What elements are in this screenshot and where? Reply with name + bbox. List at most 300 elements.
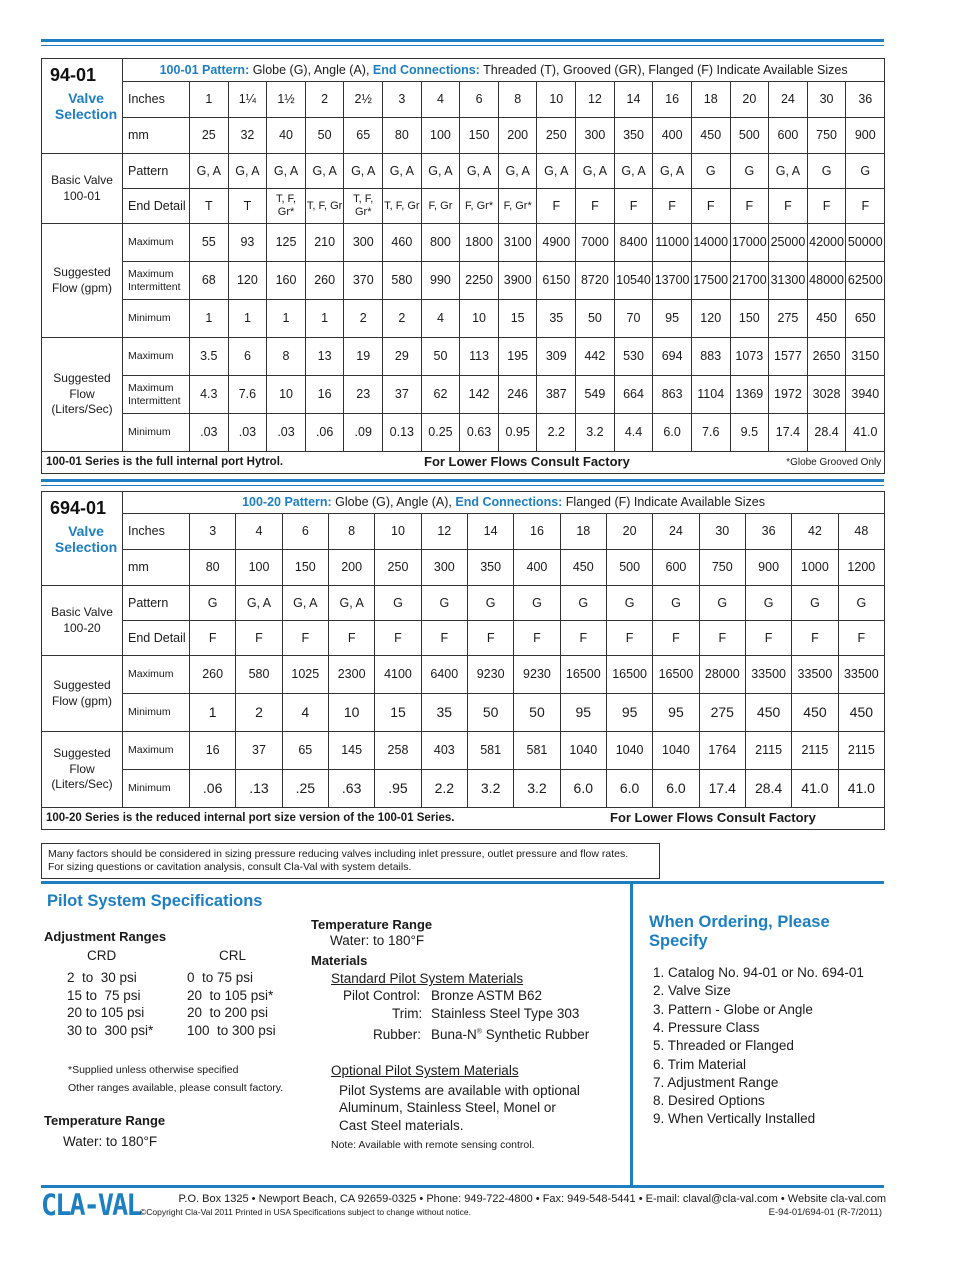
table-cell: 8: [328, 514, 374, 550]
range-item: 20 to 200 psi: [187, 1005, 269, 1020]
table-cell: 403: [421, 732, 467, 770]
table-cell: 200: [328, 550, 374, 586]
table-cell: 7.6: [228, 376, 267, 414]
table-cell: F: [792, 621, 838, 656]
table-cell: 2115: [792, 732, 838, 770]
table-cell: F: [846, 189, 885, 224]
table-cell: 450: [691, 118, 730, 154]
table-cell: 9230: [467, 656, 513, 694]
cla-val-logo: CLA-VAL: [41, 1188, 141, 1222]
table-cell: .03: [228, 414, 267, 452]
table-cell: 14: [614, 82, 653, 118]
pilot-title: Pilot System Specifications: [47, 892, 263, 910]
table-cell: 15: [375, 694, 421, 732]
table-cell: 16: [305, 376, 344, 414]
table-cell: 48: [838, 514, 884, 550]
table-cell: 350: [614, 118, 653, 154]
table-cell: 33500: [745, 656, 791, 694]
table-cell: G: [807, 154, 846, 189]
table-cell: 4: [421, 82, 460, 118]
end-connections-key: End Connections:: [455, 495, 563, 510]
ordering-item: 3. Pattern - Globe or Angle: [653, 1001, 813, 1017]
table-cell: 95: [606, 694, 652, 732]
table-cell: 246: [498, 376, 537, 414]
table-cell: 694: [653, 338, 692, 376]
table-cell: 9.5: [730, 414, 769, 452]
top-rule-thin: [41, 45, 884, 46]
table-cell: F: [576, 189, 615, 224]
table-cell: 370: [344, 262, 383, 300]
table-cell: 20: [730, 82, 769, 118]
table-cell: 28.4: [807, 414, 846, 452]
table-cell: 990: [421, 262, 460, 300]
table-cell: 25: [190, 118, 229, 154]
table-cell: G, A: [282, 586, 328, 621]
table-cell: .03: [190, 414, 229, 452]
table-row: [42, 694, 885, 732]
table-cell: 41.0: [846, 414, 885, 452]
table-cell: 55: [190, 224, 229, 262]
table-cell: 450: [807, 300, 846, 338]
table-cell: 3: [383, 82, 422, 118]
table-row: [42, 550, 885, 586]
row-label: Minimum: [123, 414, 190, 452]
table-cell: 450: [745, 694, 791, 732]
table-cell: 42: [792, 514, 838, 550]
table-cell: 1½: [267, 82, 306, 118]
table-cell: 20: [606, 514, 652, 550]
table-cell: 15: [498, 300, 537, 338]
table-94-01: [41, 58, 885, 474]
table-row: [42, 118, 885, 154]
series-note: 100-01 Series is the full internal port Hytrol.: [46, 456, 284, 468]
valve-selection-label: Valve Selection: [54, 89, 118, 123]
table-footer: [42, 808, 885, 830]
table-cell: 50000: [846, 224, 885, 262]
table-cell: F: [699, 621, 745, 656]
table-cell: 210: [305, 224, 344, 262]
table-cell: 2.2: [537, 414, 576, 452]
table-cell: 150: [730, 300, 769, 338]
pattern-note-row: [42, 492, 885, 514]
table-cell: 1972: [769, 376, 808, 414]
table-cell: T, F, Gr*: [267, 189, 306, 224]
table-cell: 4.3: [190, 376, 229, 414]
table-cell: 580: [236, 656, 282, 694]
table-cell: 17000: [730, 224, 769, 262]
table-cell: T, F, Gr*: [344, 189, 383, 224]
table-cell: 19: [344, 338, 383, 376]
table-cell: 1: [190, 694, 236, 732]
crd-header: CRD: [87, 948, 117, 963]
sizing-note: [41, 843, 660, 879]
table-cell: G: [691, 154, 730, 189]
table-cell: G, A: [305, 154, 344, 189]
table-cell: 100: [236, 550, 282, 586]
table-cell: 250: [537, 118, 576, 154]
table-cell: 30: [807, 82, 846, 118]
table-cell: F: [653, 189, 692, 224]
table-cell: 3.2: [514, 770, 560, 808]
table-cell: 62: [421, 376, 460, 414]
materials-title: Materials: [311, 953, 368, 968]
table-cell: 1: [190, 82, 229, 118]
table-cell: 600: [653, 550, 699, 586]
table-cell: 1: [228, 300, 267, 338]
table-cell: 2½: [344, 82, 383, 118]
table-cell: 0.63: [460, 414, 499, 452]
table-cell: 37: [236, 732, 282, 770]
table-cell: 48000: [807, 262, 846, 300]
table-cell: 3150: [846, 338, 885, 376]
table-cell: 7000: [576, 224, 615, 262]
table-cell: 18: [691, 82, 730, 118]
table-cell: 42000: [807, 224, 846, 262]
footer-copyright: ©Copyright Cla-Val 2011 Printed in USA Specifications subject to change without notice.: [140, 1207, 472, 1217]
table-cell: 32: [228, 118, 267, 154]
table-cell: 10: [328, 694, 374, 732]
table-cell: 36: [846, 82, 885, 118]
registered-mark: ®: [476, 1028, 482, 1036]
table-cell: 6400: [421, 656, 467, 694]
table-cell: 1¼: [228, 82, 267, 118]
row-label: Maximum: [123, 224, 190, 262]
pattern-note-row: [42, 59, 885, 82]
table-cell: 8400: [614, 224, 653, 262]
table-cell: 24: [769, 82, 808, 118]
table-cell: 4: [282, 694, 328, 732]
table-cell: 450: [560, 550, 606, 586]
range-item: 2 to 30 psi: [67, 970, 137, 985]
table-cell: 2: [344, 300, 383, 338]
table-cell: 125: [267, 224, 306, 262]
table-cell: G: [745, 586, 791, 621]
pilot-rule: [41, 881, 884, 884]
table-cell: 120: [228, 262, 267, 300]
table-row: [42, 154, 885, 189]
table-cell: 900: [846, 118, 885, 154]
row-label: Inches: [123, 82, 190, 118]
table-cell: 3: [190, 514, 236, 550]
table-cell: 0.13: [383, 414, 422, 452]
table-cell: 260: [305, 262, 344, 300]
table-cell: 100: [421, 118, 460, 154]
table-cell: 95: [560, 694, 606, 732]
model-cell: [42, 492, 123, 586]
table-cell: 3.2: [576, 414, 615, 452]
table-cell: 1104: [691, 376, 730, 414]
table-cell: 442: [576, 338, 615, 376]
table-row: [42, 586, 885, 621]
row-label: Pattern: [123, 154, 190, 189]
table-cell: 120: [691, 300, 730, 338]
table-cell: 16500: [653, 656, 699, 694]
table-cell: 12: [421, 514, 467, 550]
trim-value: Stainless Steel Type 303: [431, 1006, 580, 1021]
table-cell: .06: [305, 414, 344, 452]
table-cell: .03: [267, 414, 306, 452]
table-cell: 10: [375, 514, 421, 550]
row-label: Maximum: [123, 656, 190, 694]
table-cell: 30: [699, 514, 745, 550]
table-cell: 41.0: [838, 770, 884, 808]
table-cell: 2.2: [421, 770, 467, 808]
table-cell: 450: [838, 694, 884, 732]
row-group-label: Suggested Flow (gpm): [42, 656, 123, 732]
table-cell: 3940: [846, 376, 885, 414]
row-label: Maximum: [123, 338, 190, 376]
table-row: [42, 82, 885, 118]
mid-rule-thin: [41, 485, 884, 486]
row-label: Maximum Intermittent: [123, 376, 190, 414]
table-cell: 7.6: [691, 414, 730, 452]
table-cell: 95: [653, 300, 692, 338]
trim-label: Trim:: [392, 1006, 423, 1021]
table-cell: 50: [421, 338, 460, 376]
table-row: [42, 338, 885, 376]
other-ranges-note: Other ranges available, please consult factory.: [68, 1082, 284, 1094]
table-cell: 6: [460, 82, 499, 118]
table-cell: G, A: [267, 154, 306, 189]
table-cell: 250: [375, 550, 421, 586]
table-cell: 70: [614, 300, 653, 338]
ordering-item: 6. Trim Material: [653, 1056, 747, 1072]
optional-line3: Cast Steel materials.: [339, 1118, 464, 1133]
range-item: 100 to 300 psi: [187, 1022, 276, 1038]
table-cell: 3.5: [190, 338, 229, 376]
table-cell: F: [807, 189, 846, 224]
rubber-value-name: Buna-N: [431, 1027, 477, 1042]
table-cell: 16500: [606, 656, 652, 694]
table-cell: 142: [460, 376, 499, 414]
table-cell: 50: [467, 694, 513, 732]
range-item: 30 to 300 psi*: [67, 1022, 154, 1038]
table-cell: G: [467, 586, 513, 621]
table-cell: 10540: [614, 262, 653, 300]
table-cell: 6.0: [653, 770, 699, 808]
rubber-value: [431, 1027, 589, 1042]
table-cell: .63: [328, 770, 374, 808]
table-cell: 35: [537, 300, 576, 338]
table-cell: 50: [514, 694, 560, 732]
table-cell: 2: [305, 82, 344, 118]
supplied-note: *Supplied unless otherwise specified: [68, 1064, 239, 1076]
range-item: 0 to 75 psi: [187, 970, 254, 985]
table-cell: G: [846, 154, 885, 189]
ordering-item: 8. Desired Options: [653, 1093, 765, 1109]
table-cell: 2: [383, 300, 422, 338]
temperature-title-left: Temperature Range: [44, 1113, 166, 1128]
table-cell: 883: [691, 338, 730, 376]
table-cell: 37: [383, 376, 422, 414]
table-cell: F, Gr*: [460, 189, 499, 224]
row-label: mm: [123, 550, 190, 586]
ordering-title-line2: Specify: [649, 932, 708, 950]
table-cell: 863: [653, 376, 692, 414]
table-cell: F: [375, 621, 421, 656]
table-cell: 450: [792, 694, 838, 732]
row-group-label: Basic Valve 100-20: [42, 586, 123, 656]
table-row: [42, 770, 885, 808]
table-cell: 0.25: [421, 414, 460, 452]
table-cell: 4100: [375, 656, 421, 694]
pattern-note-text: Globe (G), Angle (A),: [249, 62, 373, 77]
table-cell: G, A: [614, 154, 653, 189]
table-cell: 36: [745, 514, 791, 550]
table-cell: 387: [537, 376, 576, 414]
table-cell: 400: [514, 550, 560, 586]
row-label: End Detail: [123, 189, 190, 224]
table-cell: F: [328, 621, 374, 656]
ordering-title-line1: When Ordering, Please: [649, 913, 830, 931]
table-cell: 1025: [282, 656, 328, 694]
table-cell: 10: [267, 376, 306, 414]
table-cell: 500: [606, 550, 652, 586]
table-cell: 3028: [807, 376, 846, 414]
table-row: [42, 621, 885, 656]
table-footer-row: [42, 452, 885, 474]
table-cell: F: [560, 621, 606, 656]
table-cell: 1040: [653, 732, 699, 770]
table-cell: G: [375, 586, 421, 621]
table-cell: 549: [576, 376, 615, 414]
table-cell: 0.95: [498, 414, 537, 452]
table-row: [42, 414, 885, 452]
adjustment-title: Adjustment Ranges: [44, 929, 167, 944]
row-label: Maximum: [123, 732, 190, 770]
table-cell: 350: [467, 550, 513, 586]
table-cell: 93: [228, 224, 267, 262]
ordering-item: 7. Adjustment Range: [653, 1074, 779, 1090]
table-cell: 3900: [498, 262, 537, 300]
temperature-value-right: Water: to 180°F: [330, 933, 425, 948]
table-cell: 1764: [699, 732, 745, 770]
valve-selection-label: Valve Selection: [54, 522, 118, 556]
table-cell: 12: [576, 82, 615, 118]
table-cell: 25000: [769, 224, 808, 262]
table-cell: 16500: [560, 656, 606, 694]
table-cell: F: [606, 621, 652, 656]
table-cell: 6.0: [606, 770, 652, 808]
table-cell: 4: [236, 514, 282, 550]
pattern-note-text: Globe (G), Angle (A),: [331, 495, 456, 510]
table-cell: 6: [228, 338, 267, 376]
table-cell: 23: [344, 376, 383, 414]
table-cell: G, A: [421, 154, 460, 189]
table-cell: 95: [653, 694, 699, 732]
table-cell: .06: [190, 770, 236, 808]
table-cell: 160: [267, 262, 306, 300]
table-cell: F: [653, 621, 699, 656]
table-cell: 1073: [730, 338, 769, 376]
top-rule: [41, 39, 884, 42]
table-cell: F: [514, 621, 560, 656]
table-cell: 200: [498, 118, 537, 154]
table-cell: 580: [383, 262, 422, 300]
table-cell: F, Gr: [421, 189, 460, 224]
table-cell: 35: [421, 694, 467, 732]
table-cell: 10: [460, 300, 499, 338]
table-cell: 4.4: [614, 414, 653, 452]
table-cell: 50: [305, 118, 344, 154]
table-cell: .13: [236, 770, 282, 808]
table-cell: 2115: [745, 732, 791, 770]
ordering-item: 2. Valve Size: [653, 983, 731, 999]
table-cell: 750: [699, 550, 745, 586]
table-cell: 750: [807, 118, 846, 154]
table-cell: 14000: [691, 224, 730, 262]
table-cell: 3100: [498, 224, 537, 262]
table-cell: T: [228, 189, 267, 224]
table-footer: [42, 452, 885, 474]
table-cell: .95: [375, 770, 421, 808]
standard-materials-title: Standard Pilot System Materials: [331, 971, 524, 986]
ordering-item: 5. Threaded or Flanged: [653, 1038, 794, 1054]
table-cell: 13700: [653, 262, 692, 300]
table-cell: 14: [467, 514, 513, 550]
table-cell: F: [537, 189, 576, 224]
table-row: [42, 300, 885, 338]
table-cell: 21700: [730, 262, 769, 300]
table-cell: 10: [537, 82, 576, 118]
table-cell: 113: [460, 338, 499, 376]
table-cell: 1369: [730, 376, 769, 414]
model-cell: [42, 59, 123, 154]
range-item: 15 to 75 psi: [67, 987, 141, 1003]
optional-line1: Pilot Systems are available with optional: [339, 1083, 580, 1098]
globe-grooved-note: *Globe Grooved Only: [786, 457, 882, 468]
table-cell: 530: [614, 338, 653, 376]
table-cell: 2300: [328, 656, 374, 694]
table-cell: 581: [467, 732, 513, 770]
table-cell: 16: [190, 732, 236, 770]
table-cell: 2115: [838, 732, 884, 770]
table-cell: F: [838, 621, 884, 656]
consult-factory-note: For Lower Flows Consult Factory: [610, 810, 816, 825]
table-cell: 40: [267, 118, 306, 154]
row-label: End Detail: [123, 621, 190, 656]
row-group-label: Basic Valve 100-01: [42, 154, 123, 224]
table-cell: 80: [190, 550, 236, 586]
table-cell: F: [467, 621, 513, 656]
table-cell: 29: [383, 338, 422, 376]
table-cell: 275: [769, 300, 808, 338]
end-connections-text: Threaded (T), Grooved (GR), Flanged (F) Indicate Available Sizes: [479, 62, 848, 77]
table-cell: 28.4: [745, 770, 791, 808]
table-cell: 8: [267, 338, 306, 376]
table-cell: 4: [421, 300, 460, 338]
ordering-item: 1. Catalog No. 94-01 or No. 694-01: [653, 965, 864, 980]
table-cell: G, A: [653, 154, 692, 189]
table-row: [42, 656, 885, 694]
table-row: [42, 262, 885, 300]
table-cell: 300: [576, 118, 615, 154]
table-footer-content: [42, 808, 884, 828]
table-cell: F: [236, 621, 282, 656]
table-cell: 3.2: [467, 770, 513, 808]
table-cell: 17.4: [769, 414, 808, 452]
range-item: 20 to 105 psi: [67, 1005, 145, 1020]
row-group-label: Suggested Flow (gpm): [42, 224, 123, 338]
table-footer-row: [42, 808, 885, 830]
table-cell: G, A: [576, 154, 615, 189]
table-cell: 65: [282, 732, 328, 770]
table-cell: 1000: [792, 550, 838, 586]
table-row: [42, 189, 885, 224]
pattern-note-key: 100-20 Pattern:: [242, 495, 332, 510]
table-cell: G, A: [344, 154, 383, 189]
table-cell: 500: [730, 118, 769, 154]
